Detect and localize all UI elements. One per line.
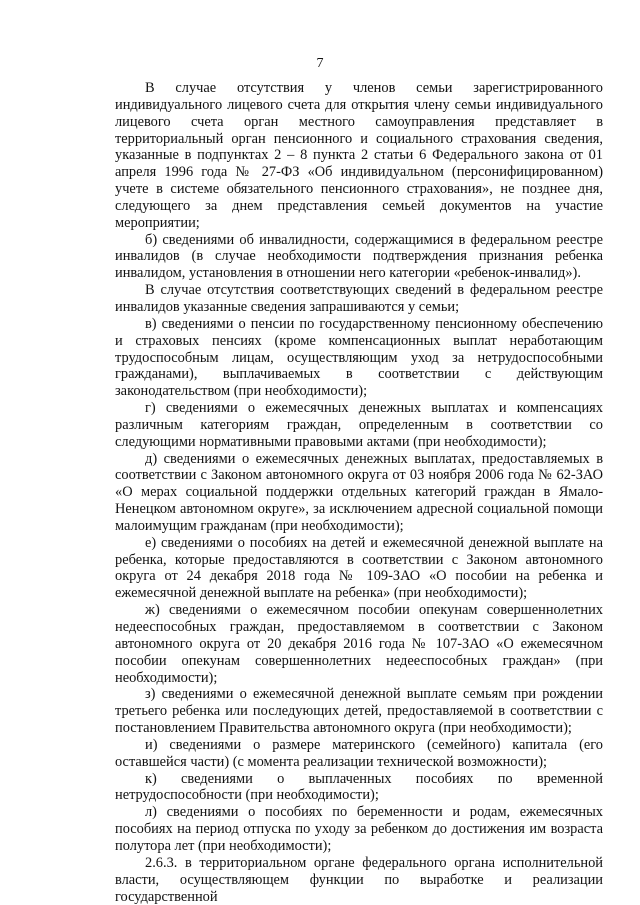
paragraph-k-disability-benefits: к) сведениями о выплаченных пособиях по временной нетрудоспособности (при необходимости); bbox=[115, 770, 603, 804]
paragraph-z-third-child: з) сведениями о ежемесячной денежной выплате семьям при рождении третьего ребенка или последующих детей, предоставляемой в соответствии с постановлением Правительства автономного округа (при необходимости); bbox=[115, 686, 603, 737]
document-body bbox=[115, 80, 603, 905]
paragraph-e-child-benefits: е) сведениями о пособиях на детей и ежемесячной денежной выплате на ребенка, которые предоставляются в соответствии с Законом автономного округа от 24 декабря 2018 года № 109-ЗАО «О пособии на ребенка и ежемесячной денежной выплате на ребенка» (при необходимости); bbox=[115, 534, 603, 602]
paragraph-b-disability: б) сведениями об инвалидности, содержащимися в федеральном реестре инвалидов (в случае необходимости подтверждения признания ребенка инвалидом, установления в отношении него категории «ребенок-инвалид»). bbox=[115, 231, 603, 282]
paragraph-g-monthly-payments: г) сведениями о ежемесячных денежных выплатах и компенсациях различным категориям граждан, определенным в соответствии со следующими нормативными правовыми актами (при необходимости); bbox=[115, 400, 603, 450]
paragraph-l-pregnancy-benefits: л) сведениями о пособиях по беременности и родам, ежемесячных пособиях на период отпуска по уходу за ребенком до достижения им возраста полутора лет (при необходимости); bbox=[115, 804, 603, 854]
paragraph-disability-missing: В случае отсутствия соответствующих сведений в федеральном реестре инвалидов указанные сведения запрашиваются у семьи; bbox=[115, 282, 603, 315]
page-number: 7 bbox=[316, 56, 324, 71]
paragraph-d-social-support: д) сведениями о ежемесячных денежных выплатах, предоставляемых в соответствии с Законом автономного округа от 03 ноября 2006 года № 62-ЗАО «О мерах социальной поддержки отдельных категорий граждан в Ямало-Ненецком автономном округе», за исключением адресной социальной помощи малоимущим гражданам (при необходимости); bbox=[115, 450, 603, 534]
paragraph-register-account: В случае отсутствия у членов семьи зарегистрированного индивидуального лицевого счета для открытия члену семьи индивидуального лицевого счета орган местного самоуправления представляет в территориальный орган пенсионного и социального страхования сведения, указанные в подпунктах 2 – 8 пункта 2 статьи 6 Федерального закона от 01 апреля 1996 года № 27-ФЗ «Об индивидуальном (персонифицированном) учете в системе обязательного пенсионного страхования», не позднее дня, следующего за днем представления семьей документов на участие мероприятии; bbox=[115, 80, 603, 231]
paragraph-2-6-3: 2.6.3. в территориальном органе федерального органа исполнительной власти, осуществляющем функции по выработке и реализации государственной bbox=[115, 854, 603, 905]
paragraph-v-pension: в) сведениями о пенсии по государственному пенсионному обеспечению и страховых пенсиях (кроме компенсационных выплат неработающим трудоспособным лицам, осуществляющим уход за нетрудоспособными гражданами), выплачиваемых в соответствии с действующим законодательством (при необходимости); bbox=[115, 315, 603, 400]
paragraph-i-maternity-capital: и) сведениями о размере материнского (семейного) капитала (его оставшейся части) (с момента реализации технической возможности); bbox=[115, 736, 603, 770]
paragraph-zh-guardian-allowance: ж) сведениями о ежемесячном пособии опекунам совершеннолетних недееспособных граждан, предоставляемом в соответствии с Законом автономного округа от 20 декабря 2016 года № 107-ЗАО «О ежемесячном пособии опекунам совершеннолетних недееспособных граждан» (при необходимости); bbox=[115, 602, 603, 686]
